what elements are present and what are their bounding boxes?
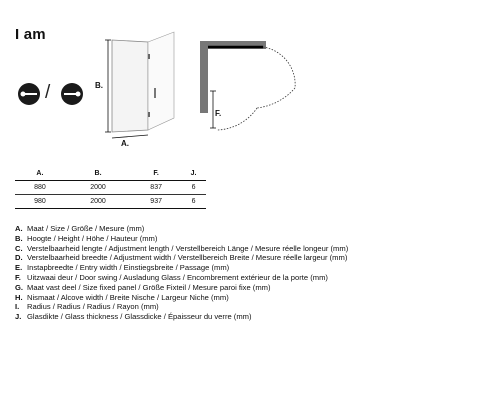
legend-text: Nismaat / Alcove width / Breite Nische / Largeur Niche (mm) (27, 292, 229, 302)
legend-item (15, 283, 348, 293)
legend-text: Radius / Radius / Radius / Rayon (mm) (27, 302, 159, 312)
hinge-right-icon (58, 80, 88, 110)
label-a: A. (121, 139, 129, 148)
legend-key: I. (15, 302, 20, 312)
legend-item (15, 263, 348, 273)
legend-key: J. (15, 312, 22, 322)
header-b: B. (65, 167, 131, 181)
legend-item (15, 293, 348, 303)
legend-text: Instapbreedte / Entry width / Einstiegsbreite / Passage (mm) (27, 263, 230, 273)
legend-text: Verstelbaarheid lengte / Adjustment length / Verstellbereich Länge / Mesure réelle longeur (mm) (27, 243, 349, 253)
legend-key: F. (15, 272, 21, 282)
label-b: B. (95, 81, 103, 90)
legend-item (15, 234, 348, 244)
legend-item (15, 273, 348, 283)
cell-a: 980 (15, 195, 65, 209)
table-row (15, 195, 206, 209)
table-header-row (15, 167, 206, 181)
cell-j: 6 (181, 195, 206, 209)
legend-text: Hoogte / Height / Höhe / Hauteur (mm) (27, 233, 158, 243)
cell-b: 2000 (65, 195, 131, 209)
hinge-separator: / (45, 82, 51, 103)
legend-text: Glasdikte / Glass thickness / Glassdicke / Épaisseur du verre (mm) (27, 312, 252, 322)
table-row (15, 181, 206, 195)
legend-key: B. (15, 233, 23, 243)
spec-table (15, 167, 206, 209)
plan-view-drawing (195, 36, 300, 136)
header-a: A. (15, 167, 65, 181)
legend-list (15, 224, 348, 322)
legend-item (15, 312, 348, 322)
label-f: F. (215, 109, 222, 118)
cell-j: 6 (181, 181, 206, 195)
legend-item (15, 302, 348, 312)
page-title: I am (15, 26, 46, 43)
legend-text: Uitzwaai deur / Door swing / Ausladung Glass / Encombrement extérieur de la porte (mm) (27, 272, 328, 282)
legend-key: D. (15, 253, 23, 263)
hinge-left-icon (15, 80, 45, 110)
header-f: F. (131, 167, 181, 181)
legend-item (15, 253, 348, 263)
cell-b: 2000 (65, 181, 131, 195)
legend-key: C. (15, 243, 23, 253)
door-elevation-drawing (88, 30, 188, 150)
legend-text: Maat / Size / Größe / Mesure (mm) (27, 224, 145, 233)
legend-key: A. (15, 224, 23, 233)
legend-item (15, 224, 348, 234)
legend-text: Maat vast deel / Size fixed panel / Größe Fixteil / Mesure paroi fixe (mm) (27, 282, 271, 292)
legend-item (15, 244, 348, 254)
header-j: J. (181, 167, 206, 181)
cell-a: 880 (15, 181, 65, 195)
legend-text: Verstelbaarheid breedte / Adjustment width / Verstellbereich Breite / Mesure réelle largeur (mm) (27, 253, 348, 263)
cell-f: 937 (131, 195, 181, 209)
cell-f: 837 (131, 181, 181, 195)
legend-key: H. (15, 292, 23, 302)
legend-key: E. (15, 263, 23, 273)
legend-key: G. (15, 282, 24, 292)
